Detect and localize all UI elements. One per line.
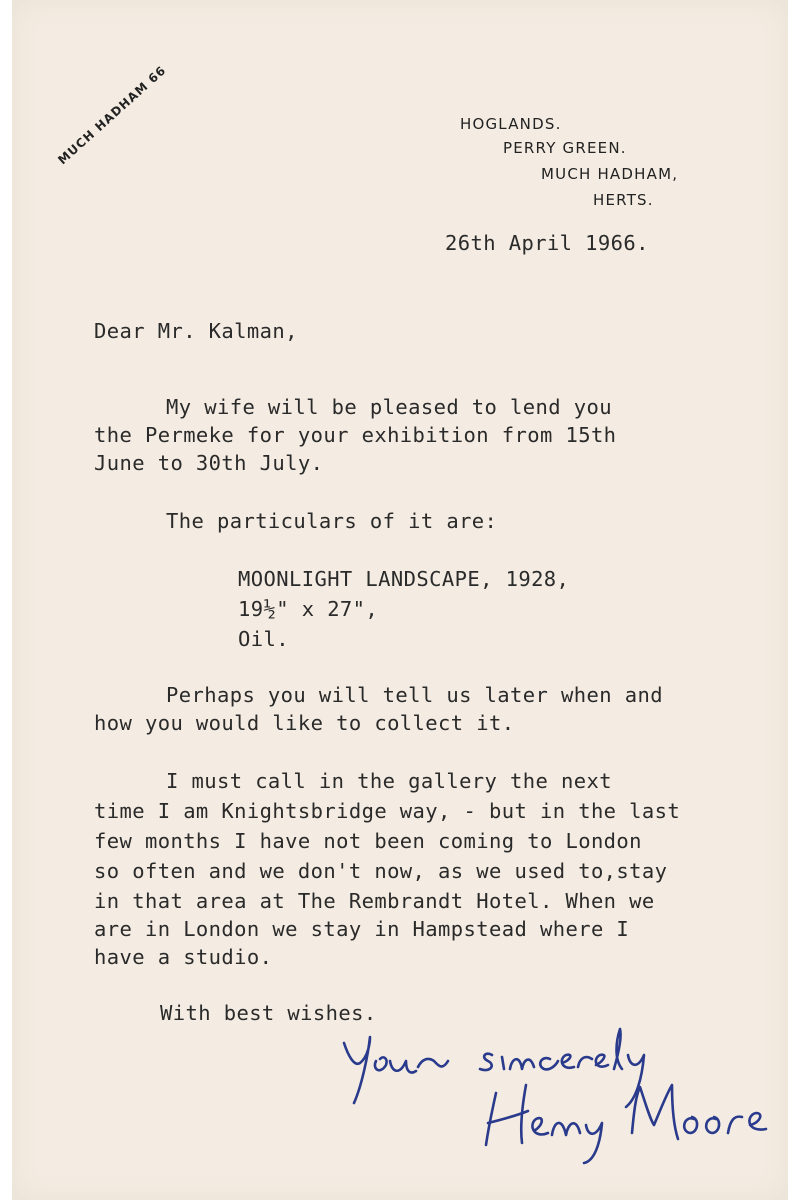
letter-date: 26th April 1966. [445, 231, 649, 255]
letterhead-address-line: HERTS. [593, 191, 654, 209]
body-line: so often and we don't now, as we used to,stay [94, 859, 668, 883]
artwork-title: MOONLIGHT LANDSCAPE, 1928, [238, 567, 570, 591]
body-line: how you would like to collect it. [94, 711, 515, 735]
body-line: few months I have not been coming to London [94, 829, 642, 853]
body-line: June to 30th July. [94, 451, 324, 475]
closing: With best wishes. [160, 1001, 377, 1025]
body-line: are in London we stay in Hampstead where I [94, 917, 630, 941]
artwork-medium: Oil. [238, 627, 289, 651]
letterhead-phone: MUCH HADHAM 66 [55, 63, 169, 168]
body-line: have a studio. [94, 945, 273, 969]
artwork-dimensions: 19½" x 27", [238, 597, 379, 621]
body-line: the Permeke for your exhibition from 15th [94, 423, 617, 447]
body-line: My wife will be pleased to lend you [166, 395, 612, 419]
body-line: time I am Knightsbridge way, - but in the last [94, 799, 681, 823]
particulars-intro: The particulars of it are: [166, 509, 498, 533]
body-line: in that area at The Rembrandt Hotel. When we [94, 889, 655, 913]
body-line: Perhaps you will tell us later when and [166, 683, 663, 707]
letterhead-address-line: PERRY GREEN. [503, 139, 627, 157]
body-line: I must call in the gallery the next [166, 769, 612, 793]
salutation: Dear Mr. Kalman, [94, 319, 298, 343]
letterhead-address-line: HOGLANDS. [460, 115, 562, 133]
handwritten-signature [330, 1015, 780, 1165]
letterhead-address-line: MUCH HADHAM, [541, 165, 679, 183]
